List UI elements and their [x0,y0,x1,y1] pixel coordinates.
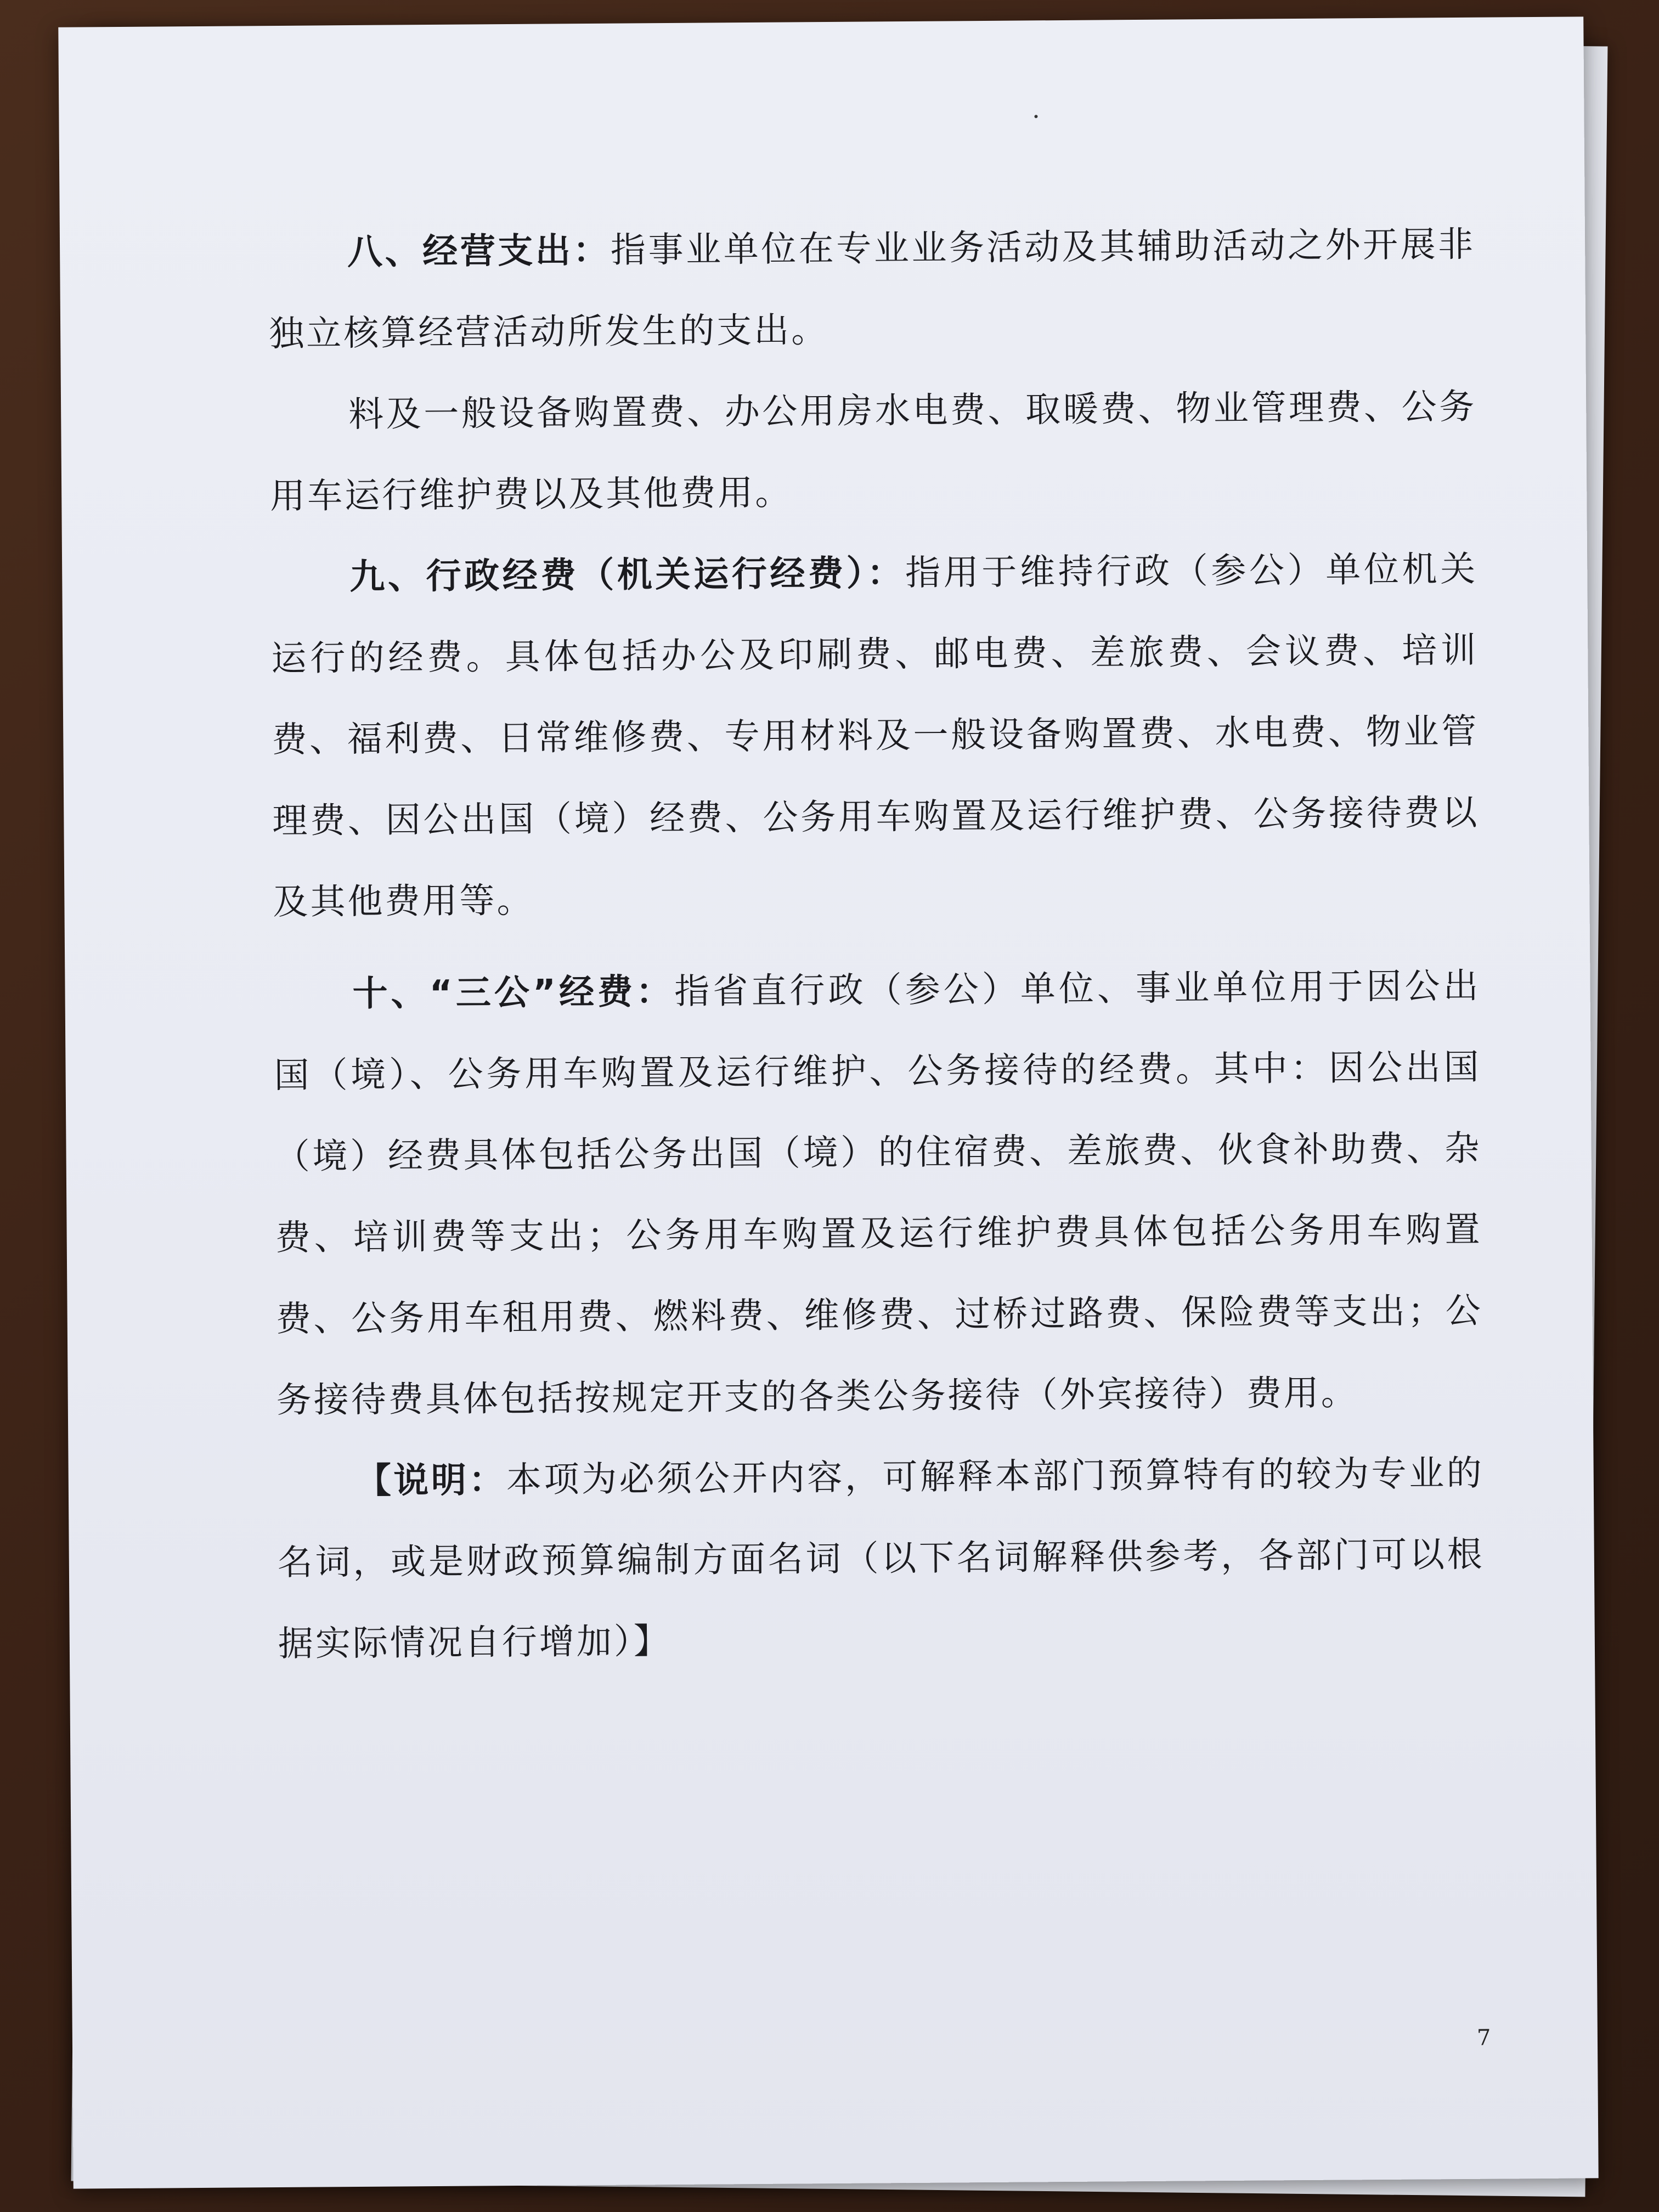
text-materials-fragment: 料及一般设备购置费、办公用房水电费、取暖费、物业管理费、公务用车运行维护费以及其他费用。 [270,386,1477,517]
heading-note: 【说明： [356,1460,507,1502]
text-administrative-funds: 指用于维持行政（参公）单位机关运行的经费。具体包括办公及印刷费、邮电费、差旅费、会议费、培训费、福利费、日常维修费、专用材料及一般设备购置费、水电费、物业管理费、因公出国（境）经费、公务用车购置及运行维护费、公务接待费以及其他费用等。 [271,549,1480,923]
text-business-expenditure: 指事业单位在专业业务活动及其辅助活动之外开展非独立核算经营活动所发生的支出。 [268,224,1476,355]
paragraph-three-public-funds [273,946,1483,1441]
document-page [58,16,1598,2188]
text-three-public-funds: 指省直行政（参公）单位、事业单位用于因公出国（境）、公务用车购置及运行维护、公务接待的经费。其中：因公出国（境）经费具体包括公务出国（境）的住宿费、差旅费、伙食补助费、杂费、培训费等支出；公务用车购置及运行维护费具体包括公务用车购置费、公务用车租用费、燃料费、维修费、过桥过路费、保险费等支出；公务接待费具体包括按规定开支的各类公务接待（外宾接待）费用。 [274,966,1483,1421]
page-number: 7 [1476,2025,1491,2051]
paper-speck [1034,115,1037,118]
document-body [268,204,1486,1685]
paragraph-business-expenditure [268,204,1476,375]
paragraph-administrative-funds [270,529,1480,943]
heading-administrative-funds: 九、行政经费（机关运行经费）： [349,552,906,598]
paragraph-note [276,1433,1485,1685]
heading-business-expenditure: 八、经营支出： [347,230,611,273]
paragraph-materials-fragment [269,366,1477,537]
heading-three-public-funds: 十、“三公”经费： [352,971,675,1015]
text-note: 本项为必须公开内容，可解释本部门预算特有的较为专业的名词，或是财政预算编制方面名词（以下名词解释供参考，各部门可以根据实际情况自行增加）】 [277,1453,1485,1665]
